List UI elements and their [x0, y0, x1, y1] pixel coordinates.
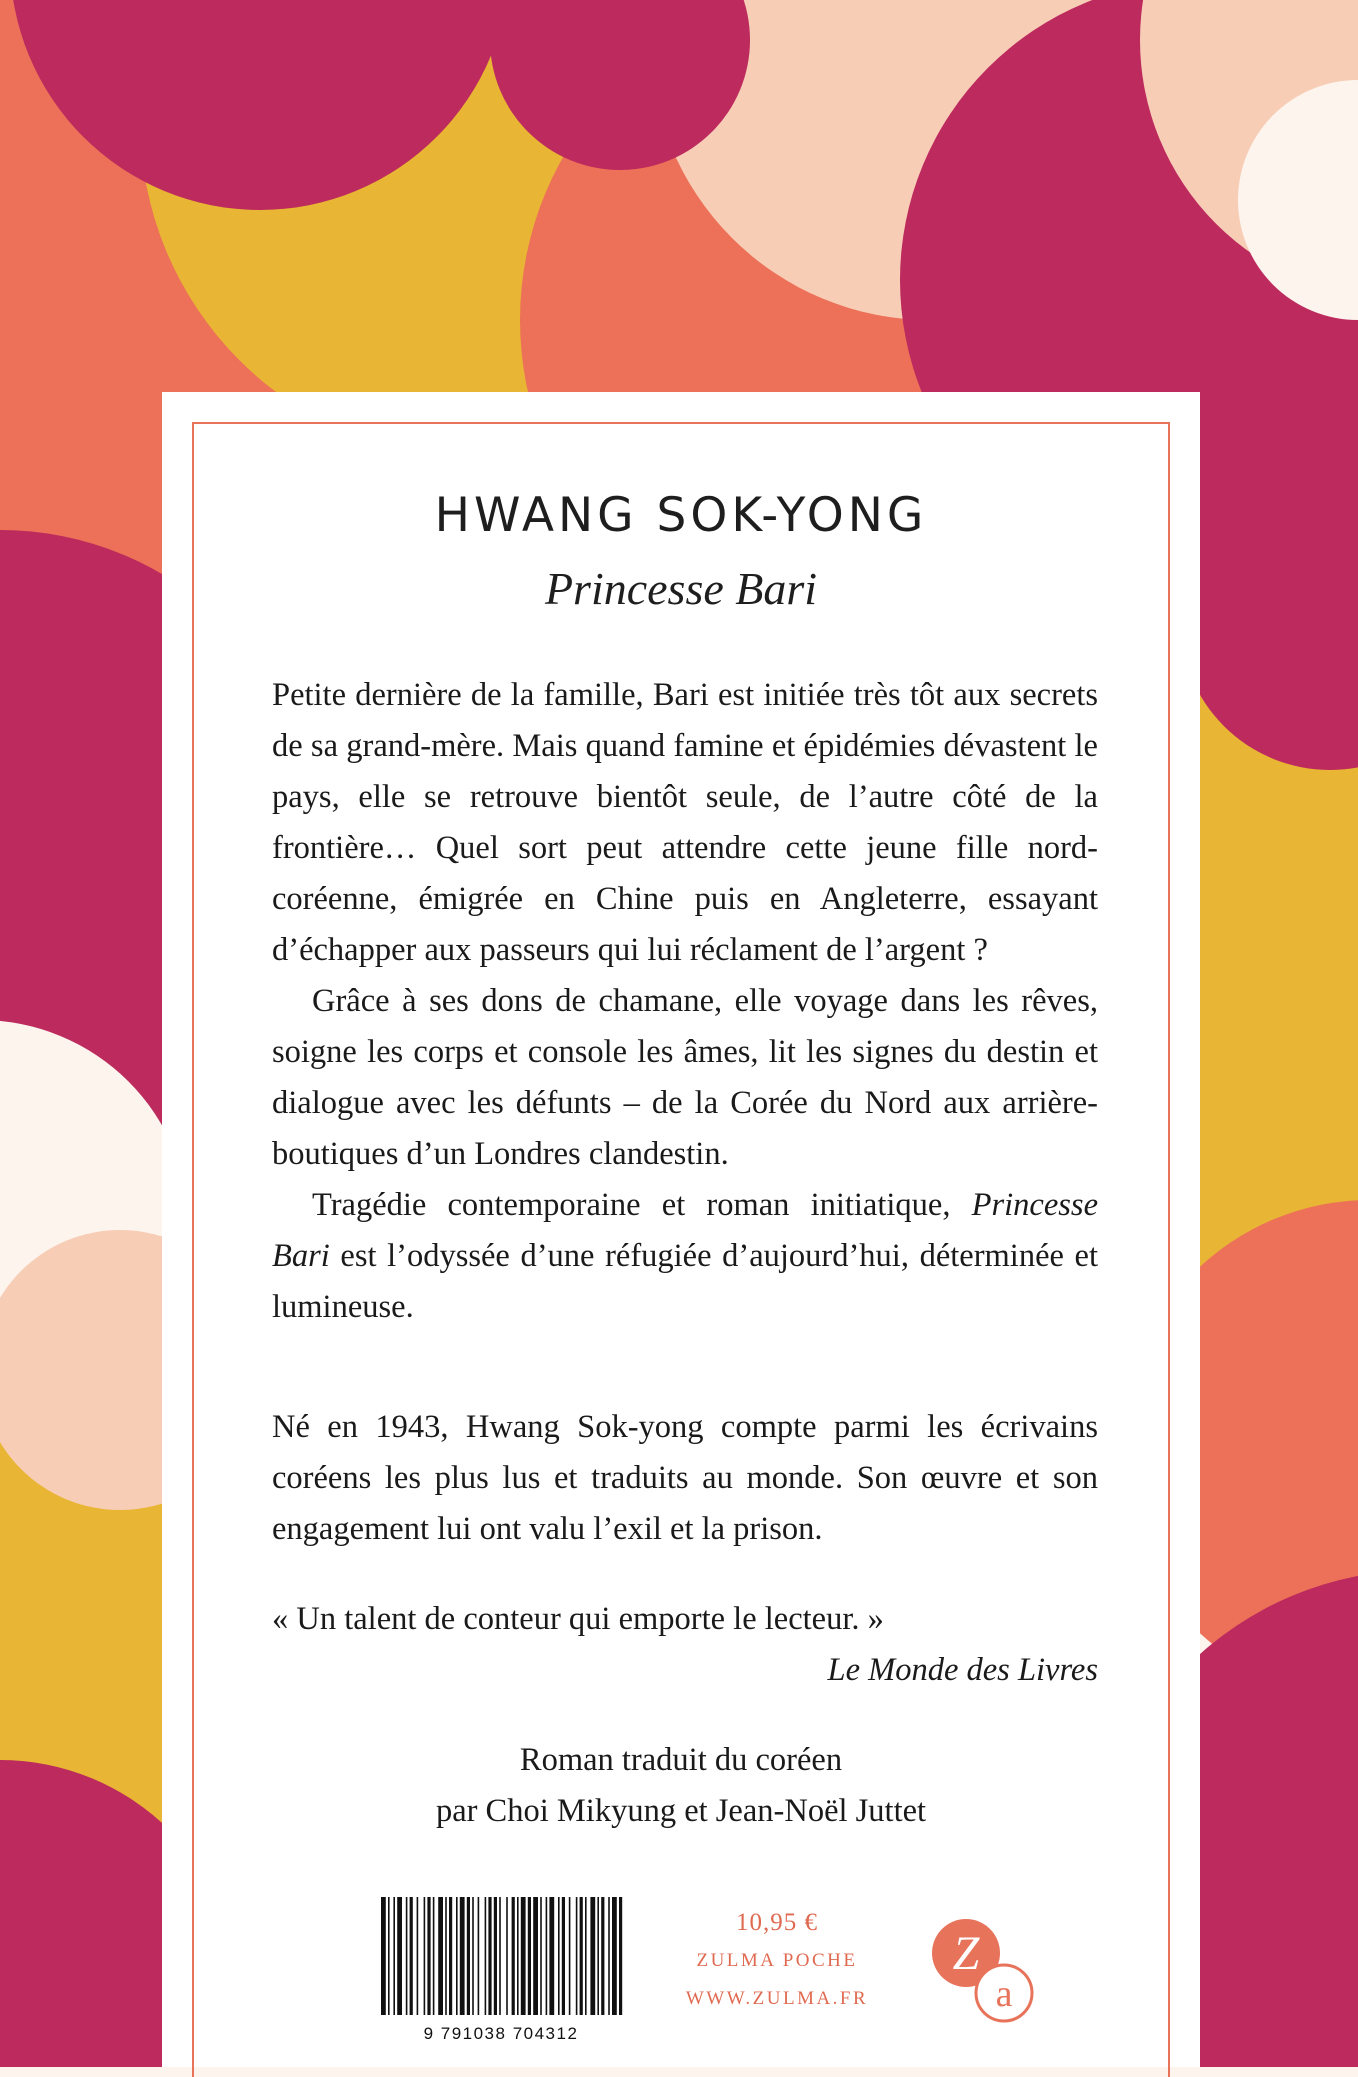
barcode-bar: [580, 1897, 583, 2015]
translation-line-1: Roman traduit du coréen: [519, 1742, 843, 1778]
barcode-bar: [506, 1897, 508, 2015]
barcode-bar: [619, 1897, 622, 2015]
publisher-website: WWW.ZULMA.FR: [685, 1988, 869, 2009]
author-bio: [272, 1402, 1098, 1555]
summary-p3-start: Tragédie contemporaine et roman initiatique,: [312, 1187, 972, 1223]
barcode-bar: [381, 1897, 386, 2015]
barcode-bar: [393, 1897, 395, 2015]
translation-credits: [162, 1735, 1200, 1837]
summary-paragraph-1: Petite dernière de la famille, Bari est initiée très tôt aux secrets de sa grand-mère. Mais quand famine et épidémies dévastent le pays, elle se retrouve bientôt seule, de l’autre côté de la frontière… Quel sort peut attendre cette jeune fille nord-coréenne, émigrée en Chine puis en Angleterre, essayant d’échapper aux passeurs qui lui réclament de l’argent ?: [272, 677, 1098, 968]
barcode-bar: [576, 1897, 578, 2015]
collection-name: ZULMA POCHE: [696, 1950, 858, 1971]
translation-line-2: par Choi Mikyung et Jean-Noël Juttet: [435, 1793, 927, 1829]
barcode-bar: [488, 1897, 491, 2015]
barcode-bar: [478, 1897, 480, 2015]
barcode: [375, 1897, 627, 2045]
barcode-bar: [449, 1897, 452, 2015]
barcode-bar: [499, 1897, 501, 2015]
barcode-bar: [540, 1897, 542, 2015]
quote-source: Le Monde des Livres: [827, 1652, 1098, 1688]
barcode-bar: [528, 1897, 531, 2015]
back-cover-panel: [162, 392, 1200, 2067]
barcode-bar: [424, 1897, 426, 2015]
author-name: HWANG SOK-YONG: [434, 488, 928, 543]
press-quote: [272, 1594, 1098, 1696]
barcode-bar: [521, 1897, 526, 2015]
barcode-bar: [533, 1897, 538, 2015]
barcode-bar: [410, 1897, 413, 2015]
barcode-bar: [608, 1897, 610, 2015]
barcode-bar: [590, 1897, 595, 2015]
book-title: Princesse Bari: [544, 563, 818, 614]
quote-text: « Un talent de conteur qui emporte le lecteur. »: [272, 1601, 884, 1637]
barcode-bar: [456, 1897, 458, 2015]
barcode-bar: [597, 1897, 599, 2015]
barcode-bar: [417, 1897, 419, 2015]
barcode-bar: [460, 1897, 465, 2015]
barcode-bar: [438, 1897, 443, 2015]
barcode-bar: [562, 1897, 565, 2015]
zulma-logo: [926, 1909, 1036, 2029]
barcode-bar: [397, 1897, 402, 2015]
svg-text:a: a: [995, 1973, 1013, 2015]
svg-text:Z: Z: [952, 1927, 980, 1980]
inline-book-title: Princesse Bari: [272, 1187, 1098, 1274]
barcode-bar: [512, 1897, 515, 2015]
price-block: [642, 1904, 912, 2018]
barcode-bar: [558, 1897, 560, 2015]
summary-paragraph-3: [272, 1180, 1098, 1333]
author-bio-text: Né en 1943, Hwang Sok-yong compte parmi les écrivains coréens les plus lus et traduits au monde. Son œuvre et son engagement lui ont valu l’exil et la prison.: [272, 1409, 1098, 1547]
barcode-bar: [485, 1897, 487, 2015]
barcode-bar: [612, 1897, 617, 2015]
barcode-bar: [517, 1897, 519, 2015]
barcode-bar: [549, 1897, 554, 2015]
barcode-bars: [381, 1897, 622, 2015]
barcode-bar: [388, 1897, 390, 2015]
summary: [272, 670, 1098, 1333]
barcode-bar: [472, 1897, 474, 2015]
barcode-bar: [467, 1897, 470, 2015]
barcode-bar: [601, 1897, 604, 2015]
barcode-bar: [427, 1897, 430, 2015]
barcode-bar: [569, 1897, 571, 2015]
barcode-bar: [445, 1897, 447, 2015]
barcode-bar: [494, 1897, 497, 2015]
barcode-bar: [585, 1897, 587, 2015]
summary-paragraph-2: Grâce à ses dons de chamane, elle voyage dans les rêves, soigne les corps et console les âmes, lit les signes du destin et dialogue avec les défunts – de la Corée du Nord aux arrière-boutiques d’un Londres clandestin.: [272, 983, 1098, 1172]
barcode-bar: [546, 1897, 548, 2015]
barcode-bar: [433, 1897, 435, 2015]
summary-p3-end: est l’odyssée d’une réfugiée d’aujourd’hui, déterminée et lumineuse.: [272, 1238, 1098, 1325]
isbn-digits: 9 791038 704312: [423, 2024, 579, 2043]
price: 10,95 €: [736, 1909, 818, 1936]
barcode-bar: [406, 1897, 408, 2015]
